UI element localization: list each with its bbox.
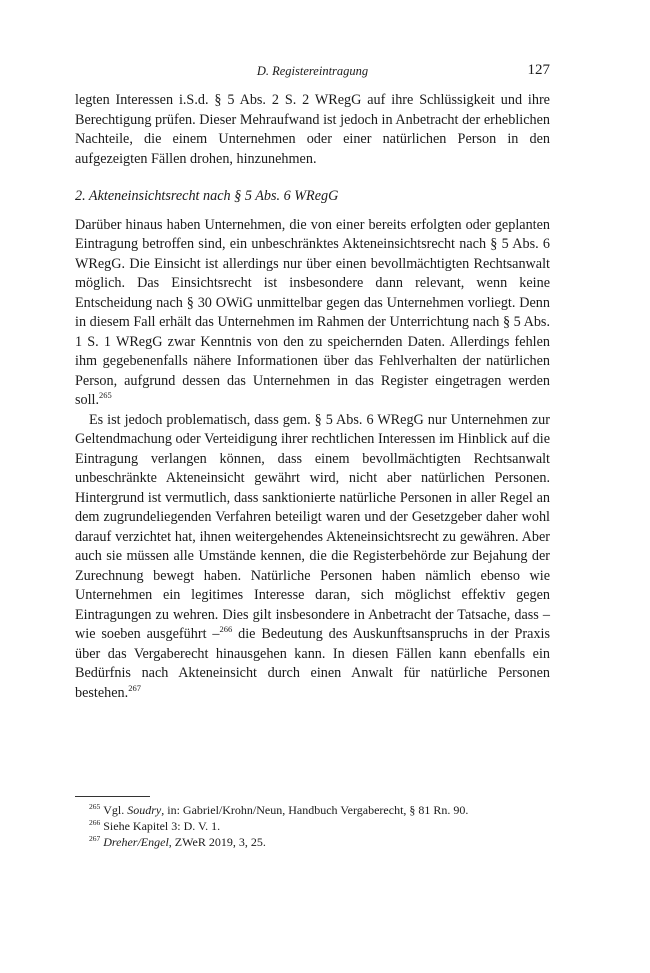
footnote-author: Soudry: [127, 803, 162, 817]
page-header: [75, 62, 550, 82]
paragraph: [75, 411, 550, 704]
paragraph-text: Darüber hinaus haben Unternehmen, die von einer bereits erfolgten oder geplanten Eintragung betroffen sind, ein unbeschränktes Akteneinsichtsrecht nach § 5 Abs. 6 WRegG. Die Einsicht ist allerdings nur über einen bevollmächtigten Rechtsanwalt möglich. Das Einsichtsrecht ist insbesondere dann relevant, wenn keine Entscheidung nach § 30 OWiG unmittelbar gegen das Unternehmen vorliegt. Denn in diesem Fall erhält das Unternehmen im Rahmen der Unterrichtung nach § 5 Abs. 1 S. 1 WRegG zwar Kenntnis von den zu speichernden Daten. Allerdings fehlen ihm gegebenenfalls nähere Informationen über das Fehlverhalten der natürlichen Person, aufgrund dessen das Unternehmen in das Register eingetragen werden soll.: [75, 216, 550, 408]
footnote-ref[interactable]: 267: [128, 682, 141, 693]
section-heading: 2. Akteneinsichtsrecht nach § 5 Abs. 6 WRegG: [75, 188, 339, 204]
footnote-number: 266: [89, 818, 101, 827]
footnote-ref[interactable]: 265: [99, 390, 112, 400]
footnote: [75, 834, 550, 850]
footnote-text: Siehe Kapitel 3: D. V. 1.: [103, 819, 221, 833]
paragraph-text: Es ist jedoch problematisch, dass gem. § 5 Abs. 6 WRegG nur Unternehmen zur Geltendmachung oder Verteidigung ihrer rechtlichen Interessen im Hinblick auf die Eintragung verlangen können, dass einem bevollmächtigten Rechtsanwalt unbeschränkte Akteneinsicht gewährt wird, nicht aber natürlichen Personen. Hintergrund ist vermutlich, dass sanktionierte natürliche Personen in aller Regel an dem zugrundeliegenden Verfahren beteiligt waren und der Gesetzgeber daher wohl darauf verzichtet hat, ihnen weitergehendes Akteneinsichtsrecht zu gewähren. Aber auch sie müssen alle Umstände kennen, die die Registerbehörde zur Bejahung der Zurechnung bewegt haben. Natürliche Personen haben nämlich ebenso wie Unternehmen ein legitimes Interesse daran, sich möglichst effektiv gegen Eintragungen zu wehren. Dies gilt insbesondere in Anbetracht der Tatsache, dass – wie soeben ausgeführt –: [75, 411, 550, 642]
footnote-number: 267: [89, 834, 101, 843]
paragraph-text: die Bedeutung des Auskunftsanspruchs in der Praxis über das Vergaberecht hinausgehen kann. In diesen Fällen kann ebenfalls ein Bedürfnis nach Akteneinsicht durch einen Anwalt für natürliche Personen bestehen.: [75, 626, 550, 701]
paragraph: [75, 216, 550, 411]
footnote-divider: [75, 796, 150, 797]
footnote: [75, 818, 550, 834]
body-text: [75, 91, 550, 703]
footnotes: [75, 802, 550, 850]
footnote-author: Dreher/Engel: [103, 835, 169, 849]
footnote-number: 265: [89, 802, 101, 811]
running-title: D. Registereintragung: [256, 64, 369, 78]
page-number: 127: [527, 62, 550, 78]
footnote-text: Vgl.: [103, 803, 128, 817]
paragraph-continued: legten Interessen i.S.d. § 5 Abs. 2 S. 2 WRegG auf ihre Schlüssigkeit und ihre Berechtigung prüfen. Dieser Mehraufwand ist jedoch in Anbetracht der erheblichen Nachteile, die einem Unternehmen oder einer natürlichen Person in den aufgezeigten Fällen drohen, hinzunehmen.: [75, 92, 550, 167]
footnote-text: , ZWeR 2019, 3, 25.: [168, 835, 266, 849]
footnote-text: , in: Gabriel/Krohn/Neun, Handbuch Vergaberecht, § 81 Rn. 90.: [161, 803, 469, 817]
footnote: [75, 802, 550, 818]
footnote-ref[interactable]: 266: [219, 624, 233, 634]
